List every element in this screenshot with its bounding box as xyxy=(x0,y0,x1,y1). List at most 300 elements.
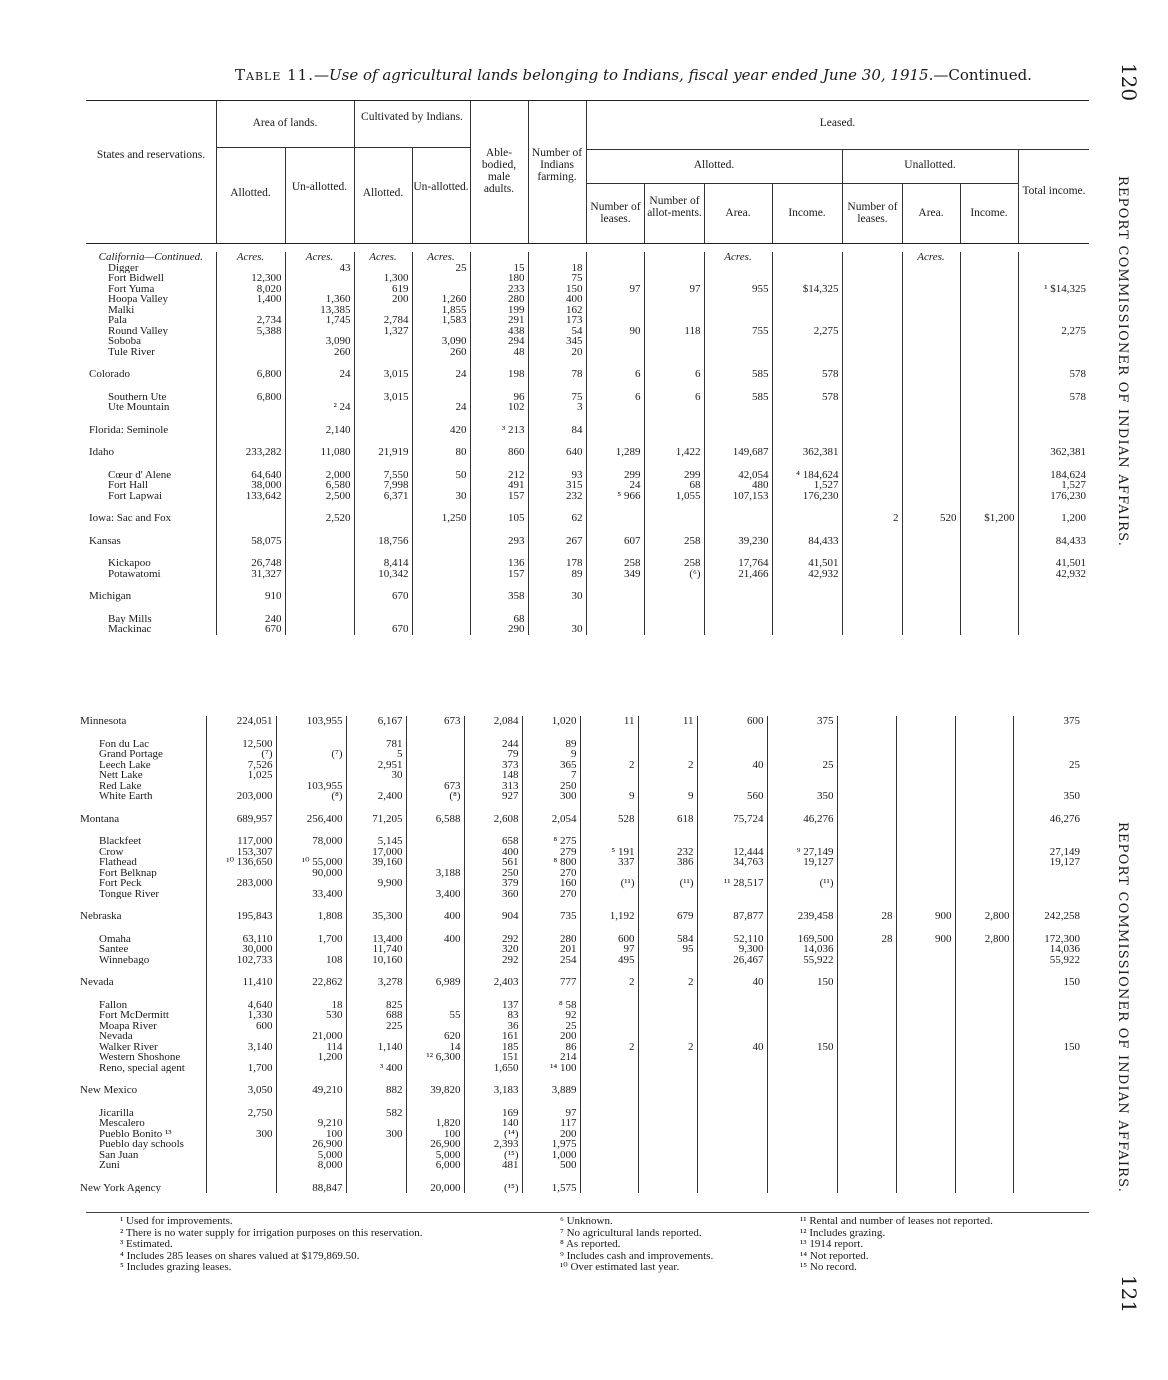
value-cell: 2,054 xyxy=(522,802,580,825)
value-cell xyxy=(902,602,960,625)
value-cell xyxy=(346,1150,406,1161)
value-cell: 55,922 xyxy=(767,955,837,966)
value-cell xyxy=(960,624,1018,635)
value-cell: 299 xyxy=(644,458,704,481)
value-cell xyxy=(767,824,837,847)
value-cell xyxy=(837,1052,896,1063)
value-cell: 1,650 xyxy=(464,1063,522,1074)
value-cell xyxy=(902,524,960,547)
value-cell: 90 xyxy=(586,326,644,337)
table-row xyxy=(77,878,1083,889)
value-cell: 1,250 xyxy=(412,501,470,524)
table-row xyxy=(86,357,1089,380)
reservation-name: Zuni xyxy=(99,1160,120,1171)
reservation-name: Cœur d' Alene xyxy=(108,468,172,480)
value-cell: 2,734 xyxy=(216,315,285,326)
table-row xyxy=(77,1031,1083,1042)
value-cell: 169 xyxy=(464,1096,522,1119)
value-cell: 900 xyxy=(896,899,955,922)
value-cell xyxy=(697,781,767,792)
header-area-of-lands: Area of lands. xyxy=(252,117,318,129)
value-cell: 578 xyxy=(772,357,842,380)
value-cell: 39,230 xyxy=(704,524,772,547)
value-cell xyxy=(580,1063,638,1074)
value-cell xyxy=(955,868,1013,879)
value-cell xyxy=(955,1129,1013,1140)
value-cell xyxy=(704,294,772,305)
table-row xyxy=(77,857,1083,868)
value-cell xyxy=(412,273,470,284)
reservation-name: Fallon xyxy=(99,998,128,1010)
footnote: ⁴ Includes 285 leases on shares valued at $179,869.50. xyxy=(120,1249,360,1262)
value-cell xyxy=(206,1139,276,1150)
value-cell: 26,748 xyxy=(216,546,285,569)
value-cell: 83 xyxy=(464,1010,522,1021)
value-cell xyxy=(580,1052,638,1063)
value-cell: 30 xyxy=(528,624,586,635)
value-cell: 114 xyxy=(276,1042,346,1053)
table-row xyxy=(77,1073,1083,1096)
value-cell xyxy=(896,802,955,825)
reservation-name: Blackfeet xyxy=(99,835,142,847)
value-cell xyxy=(1013,988,1083,1011)
value-cell xyxy=(842,413,902,436)
value-cell xyxy=(1013,1063,1083,1074)
value-cell xyxy=(276,1021,346,1032)
unit-cell xyxy=(772,252,842,263)
value-cell xyxy=(638,1031,697,1042)
table-row xyxy=(86,315,1089,326)
value-cell: 5,000 xyxy=(406,1150,464,1161)
table-row xyxy=(77,716,1083,727)
value-cell xyxy=(412,284,470,295)
value-cell xyxy=(697,889,767,900)
value-cell: 362,381 xyxy=(772,435,842,458)
value-cell: 2,084 xyxy=(464,716,522,727)
value-cell: 3,889 xyxy=(522,1073,580,1096)
footnote: ¹¹ Rental and number of leases not reported. xyxy=(800,1215,993,1227)
value-cell xyxy=(896,955,955,966)
value-cell: 151 xyxy=(464,1052,522,1063)
value-cell: 670 xyxy=(354,624,412,635)
value-cell xyxy=(896,1129,955,1140)
table-row xyxy=(86,336,1089,347)
table-row xyxy=(77,1096,1083,1119)
value-cell xyxy=(896,791,955,802)
value-cell: 63,110 xyxy=(206,922,276,945)
header-states: States and reservations. xyxy=(96,149,206,161)
value-cell: ⁹ 27,149 xyxy=(767,847,837,858)
value-cell xyxy=(902,579,960,602)
value-cell xyxy=(285,273,354,284)
value-cell: 2,140 xyxy=(285,413,354,436)
value-cell xyxy=(896,770,955,781)
value-cell xyxy=(354,305,412,316)
value-cell: 1,192 xyxy=(580,899,638,922)
table-row xyxy=(77,727,1083,750)
state-name: New York Agency xyxy=(80,1181,161,1193)
value-cell: 6 xyxy=(644,357,704,380)
reservation-name: Tule River xyxy=(108,346,155,357)
value-cell: 39,820 xyxy=(406,1073,464,1096)
value-cell: 1,300 xyxy=(354,273,412,284)
value-cell: ³ 400 xyxy=(346,1063,406,1074)
value-cell: 3,090 xyxy=(285,336,354,347)
value-cell: 1,200 xyxy=(1018,501,1089,524)
header-number-farming: Number of Indians farming. xyxy=(531,147,583,183)
value-cell xyxy=(960,326,1018,337)
value-cell xyxy=(697,1160,767,1171)
value-cell: ¹⁰ 136,650 xyxy=(206,857,276,868)
value-cell: 176,230 xyxy=(772,491,842,502)
value-cell xyxy=(586,402,644,413)
header-leased-allotted: Allotted. xyxy=(693,159,735,171)
value-cell xyxy=(955,1010,1013,1021)
value-cell xyxy=(837,955,896,966)
footnote: ⁵ Includes grazing leases. xyxy=(120,1261,232,1273)
value-cell: 30 xyxy=(528,579,586,602)
value-cell: 279 xyxy=(522,847,580,858)
value-cell xyxy=(285,569,354,580)
header-area-allotted: Allotted. xyxy=(230,187,271,199)
value-cell xyxy=(842,402,902,413)
value-cell xyxy=(638,868,697,879)
value-cell xyxy=(412,624,470,635)
value-cell xyxy=(1018,336,1089,347)
value-cell xyxy=(638,1096,697,1119)
value-cell: 136 xyxy=(470,546,528,569)
value-cell: 528 xyxy=(580,802,638,825)
value-cell xyxy=(586,501,644,524)
reservation-name: Mackinac xyxy=(108,624,152,635)
value-cell: 250 xyxy=(464,868,522,879)
value-cell xyxy=(842,546,902,569)
value-cell: 25 xyxy=(1013,760,1083,771)
value-cell: 7,526 xyxy=(206,760,276,771)
value-cell: 93 xyxy=(528,458,586,481)
footnotes-col-3 xyxy=(800,1216,993,1274)
value-cell xyxy=(955,749,1013,760)
table-row xyxy=(86,480,1089,491)
value-cell xyxy=(580,1150,638,1161)
value-cell: 283,000 xyxy=(206,878,276,889)
value-cell: 8,414 xyxy=(354,546,412,569)
value-cell xyxy=(902,305,960,316)
value-cell: 118 xyxy=(644,326,704,337)
value-cell xyxy=(767,1129,837,1140)
value-cell xyxy=(1018,273,1089,284)
value-cell xyxy=(697,1150,767,1161)
value-cell xyxy=(586,263,644,274)
value-cell: 172,300 xyxy=(1013,922,1083,945)
value-cell: 6,989 xyxy=(406,965,464,988)
value-cell: 242,258 xyxy=(1013,899,1083,922)
value-cell xyxy=(406,824,464,847)
value-cell: 64,640 xyxy=(216,458,285,481)
table-row xyxy=(77,1010,1083,1021)
value-cell xyxy=(697,1052,767,1063)
value-cell xyxy=(580,1096,638,1119)
value-cell xyxy=(206,1160,276,1171)
value-cell: 157 xyxy=(470,569,528,580)
reservation-name: Malki xyxy=(108,304,135,315)
value-cell: 233,282 xyxy=(216,435,285,458)
value-cell xyxy=(902,357,960,380)
value-cell xyxy=(960,546,1018,569)
value-cell xyxy=(772,294,842,305)
value-cell: 560 xyxy=(697,791,767,802)
value-cell: 292 xyxy=(464,955,522,966)
footnote: ¹³ 1914 report. xyxy=(800,1238,864,1250)
value-cell: 96 xyxy=(470,380,528,403)
value-cell: 150 xyxy=(767,965,837,988)
value-cell xyxy=(644,273,704,284)
value-cell: 379 xyxy=(464,878,522,889)
value-cell xyxy=(406,878,464,889)
value-cell xyxy=(586,294,644,305)
value-cell xyxy=(638,1150,697,1161)
value-cell: 41,501 xyxy=(772,546,842,569)
value-cell xyxy=(842,380,902,403)
value-cell: 75 xyxy=(528,380,586,403)
value-cell xyxy=(902,263,960,274)
value-cell: 2 xyxy=(580,1042,638,1053)
value-cell xyxy=(896,1139,955,1150)
header-total-income: Total income. xyxy=(1022,185,1086,197)
value-cell xyxy=(955,1031,1013,1042)
reservation-name: Kickapoo xyxy=(108,557,151,569)
value-cell xyxy=(767,1171,837,1194)
value-cell xyxy=(960,435,1018,458)
value-cell: 25 xyxy=(767,760,837,771)
value-cell xyxy=(638,781,697,792)
table-row xyxy=(77,868,1083,879)
reservation-name: Moapa River xyxy=(99,1020,157,1031)
value-cell xyxy=(767,1118,837,1129)
value-cell: 233 xyxy=(470,284,528,295)
value-cell xyxy=(354,263,412,274)
value-cell: 258 xyxy=(586,546,644,569)
value-cell xyxy=(842,480,902,491)
value-cell xyxy=(837,889,896,900)
value-cell xyxy=(896,878,955,889)
value-cell: 5 xyxy=(346,749,406,760)
value-cell: 161 xyxy=(464,1031,522,1042)
data-table-lower xyxy=(77,716,1083,1193)
value-cell xyxy=(896,965,955,988)
value-cell xyxy=(697,824,767,847)
value-cell: 400 xyxy=(406,922,464,945)
value-cell: 25 xyxy=(522,1021,580,1032)
value-cell: 3,090 xyxy=(412,336,470,347)
value-cell xyxy=(1013,1160,1083,1171)
value-cell: 904 xyxy=(464,899,522,922)
value-cell xyxy=(1013,1031,1083,1042)
value-cell xyxy=(896,1042,955,1053)
value-cell: 1,260 xyxy=(412,294,470,305)
value-cell xyxy=(697,1073,767,1096)
value-cell xyxy=(354,402,412,413)
value-cell xyxy=(580,1021,638,1032)
value-cell: 1,020 xyxy=(522,716,580,727)
value-cell xyxy=(1013,878,1083,889)
value-cell xyxy=(960,305,1018,316)
unit-cell: Acres. xyxy=(412,252,470,263)
value-cell xyxy=(955,1139,1013,1150)
value-cell xyxy=(354,336,412,347)
value-cell: ⁵ 966 xyxy=(586,491,644,502)
value-cell xyxy=(285,624,354,635)
table-row xyxy=(77,760,1083,771)
value-cell xyxy=(704,305,772,316)
value-cell: 600 xyxy=(206,1021,276,1032)
header-unallotted-income: Income. xyxy=(970,207,1008,219)
value-cell: 21,919 xyxy=(354,435,412,458)
value-cell: 520 xyxy=(902,501,960,524)
value-cell xyxy=(697,1171,767,1194)
value-cell: 2,750 xyxy=(206,1096,276,1119)
value-cell: 133,642 xyxy=(216,491,285,502)
value-cell xyxy=(837,770,896,781)
value-cell xyxy=(285,284,354,295)
value-cell xyxy=(837,760,896,771)
table-row xyxy=(86,602,1089,625)
value-cell: (¹¹) xyxy=(767,878,837,889)
value-cell: 7 xyxy=(522,770,580,781)
value-cell xyxy=(767,781,837,792)
value-cell: 49,210 xyxy=(276,1073,346,1096)
value-cell: 100 xyxy=(276,1129,346,1140)
value-cell: 256,400 xyxy=(276,802,346,825)
value-cell: 117,000 xyxy=(206,824,276,847)
value-cell xyxy=(960,273,1018,284)
value-cell: 36 xyxy=(464,1021,522,1032)
value-cell xyxy=(837,749,896,760)
value-cell xyxy=(638,889,697,900)
value-cell xyxy=(406,857,464,868)
value-cell xyxy=(1013,1150,1083,1161)
value-cell xyxy=(896,1073,955,1096)
value-cell: 14 xyxy=(406,1042,464,1053)
reservation-name: Walker River xyxy=(99,1041,158,1052)
reservation-name: Reno, special agent xyxy=(99,1062,185,1073)
value-cell: 150 xyxy=(1013,1042,1083,1053)
state-name: Nevada xyxy=(80,976,114,988)
value-cell: 495 xyxy=(580,955,638,966)
value-cell xyxy=(960,294,1018,305)
value-cell xyxy=(354,347,412,358)
state-name: Iowa: Sac and Fox xyxy=(89,512,172,524)
value-cell xyxy=(837,868,896,879)
value-cell xyxy=(1018,263,1089,274)
value-cell xyxy=(837,1073,896,1096)
value-cell xyxy=(704,579,772,602)
value-cell xyxy=(955,760,1013,771)
value-cell xyxy=(216,347,285,358)
value-cell: 97 xyxy=(580,944,638,955)
value-cell: 20,000 xyxy=(406,1171,464,1194)
table-continued: —Continued. xyxy=(933,66,1032,84)
value-cell xyxy=(842,602,902,625)
value-cell: ⁵ 191 xyxy=(580,847,638,858)
unit-cell: Acres. xyxy=(354,252,412,263)
reservation-name: San Juan xyxy=(99,1149,139,1160)
value-cell: 185 xyxy=(464,1042,522,1053)
value-cell: ¹¹ 28,517 xyxy=(697,878,767,889)
value-cell: 8,020 xyxy=(216,284,285,295)
header-cultivated: Cultivated by Indians. xyxy=(361,111,463,123)
value-cell xyxy=(955,1171,1013,1194)
value-cell xyxy=(1018,579,1089,602)
footnote: ⁷ No agricultural lands reported. xyxy=(560,1226,702,1239)
value-cell xyxy=(767,1139,837,1150)
reservation-name: Jicarilla xyxy=(99,1106,134,1118)
value-cell xyxy=(837,791,896,802)
value-cell: 673 xyxy=(406,781,464,792)
value-cell xyxy=(772,602,842,625)
value-cell: 150 xyxy=(528,284,586,295)
value-cell: $1,200 xyxy=(960,501,1018,524)
value-cell xyxy=(586,413,644,436)
value-cell: 35,300 xyxy=(346,899,406,922)
value-cell: 24 xyxy=(285,357,354,380)
value-cell: 2,784 xyxy=(354,315,412,326)
value-cell: 199 xyxy=(470,305,528,316)
value-cell xyxy=(842,284,902,295)
value-cell: ¹ $14,325 xyxy=(1018,284,1089,295)
value-cell: 670 xyxy=(354,579,412,602)
value-cell: 140 xyxy=(464,1118,522,1129)
value-cell: 43 xyxy=(285,263,354,274)
value-cell xyxy=(955,716,1013,727)
header-leased: Leased. xyxy=(819,117,856,129)
value-cell xyxy=(697,770,767,781)
value-cell xyxy=(955,802,1013,825)
reservation-name: Nevada xyxy=(99,1031,133,1042)
value-cell xyxy=(644,501,704,524)
value-cell: 260 xyxy=(412,347,470,358)
table-row xyxy=(77,1129,1083,1140)
value-cell xyxy=(1013,1096,1083,1119)
value-cell xyxy=(586,336,644,347)
value-cell: 89 xyxy=(522,727,580,750)
value-cell: 2,951 xyxy=(346,760,406,771)
table-row xyxy=(86,326,1089,337)
value-cell: 254 xyxy=(522,955,580,966)
unit-cell xyxy=(1018,252,1089,263)
value-cell xyxy=(406,749,464,760)
unit-cell xyxy=(842,252,902,263)
value-cell xyxy=(406,955,464,966)
value-cell: 17,000 xyxy=(346,847,406,858)
value-cell xyxy=(955,1021,1013,1032)
value-cell: 108 xyxy=(276,955,346,966)
header-cult-allotted: Allotted. xyxy=(362,187,404,199)
table-row xyxy=(86,273,1089,284)
value-cell: 137 xyxy=(464,988,522,1011)
value-cell: 2,403 xyxy=(464,965,522,988)
value-cell: 97 xyxy=(586,284,644,295)
value-cell: 1,055 xyxy=(644,491,704,502)
table-row xyxy=(77,1021,1083,1032)
value-cell xyxy=(1013,868,1083,879)
value-cell xyxy=(837,878,896,889)
value-cell: (⁸) xyxy=(406,791,464,802)
value-cell xyxy=(206,1171,276,1194)
value-cell xyxy=(580,770,638,781)
reservation-name: Omaha xyxy=(99,932,131,944)
value-cell: 679 xyxy=(638,899,697,922)
